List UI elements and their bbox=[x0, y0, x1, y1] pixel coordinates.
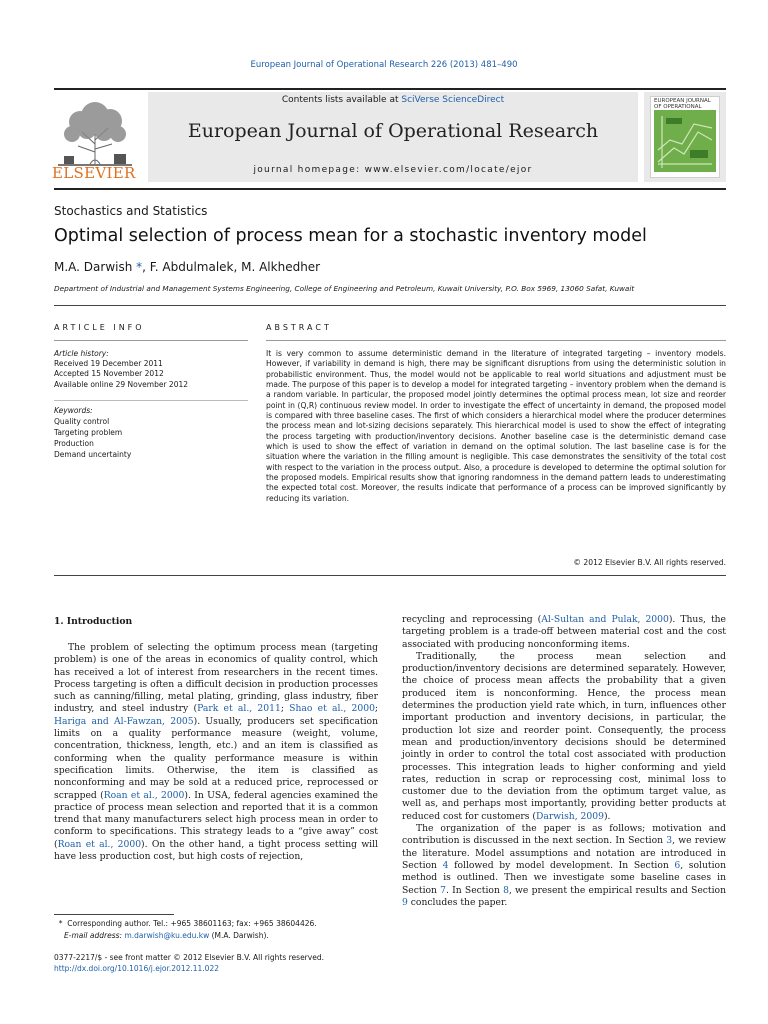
text-run: ; bbox=[374, 703, 379, 715]
abstract-rule bbox=[266, 340, 726, 341]
sciencedirect-link[interactable]: SciVerse ScienceDirect bbox=[401, 95, 505, 105]
section-9-link[interactable]: 9 bbox=[402, 896, 408, 908]
homepage-line bbox=[148, 165, 638, 175]
section-7-link[interactable]: 7 bbox=[440, 884, 447, 896]
text-run: recycling and reprocessing ( bbox=[402, 614, 542, 625]
article-history bbox=[54, 349, 248, 390]
issn-block bbox=[54, 952, 384, 974]
text-run: The problem of selecting the optimum process mean (targeting problem) is one of the areas in economics of quality control, which has received a lot of interest from researchers in the recent times. Process targeting is often a difficult decision in production processes such as canning/filling, metal plating, grinding, glass industry, fiber industry, and steel industry ( bbox=[54, 642, 378, 715]
abstract-bottom-rule bbox=[54, 575, 726, 576]
text-run: The organization of the paper is as follows; motivation and contribution is discussed in the next section. In Section bbox=[402, 823, 726, 847]
contents-prefix: Contents lists available at bbox=[281, 95, 402, 105]
text-run: followed by model development. In Section bbox=[448, 859, 675, 871]
text-run: ). bbox=[603, 810, 611, 822]
history-label: Article history: bbox=[54, 349, 109, 358]
body-column-left bbox=[54, 642, 378, 863]
abstract-text: It is very common to assume deterministic demand in the literature of integrated targeting – inventory models. However, if variability in demand is high, there may be significant disruptions from using the deterministic solution in probabilistic environment. Thus, the model would not be applicable to real world situations and adjustment must be made. The purpose of this paper is to develop a model for integrated targeting – inventory problem when the demand is a random variable. In particular, the proposed model jointly determines the optimal process mean, lot size and reorder point in (Q,R) continuous review model. In order to investigate the effect of uncertainty in demand, the proposed model is compared with three baseline cases. The first of which considers a hierarchical model where the producer determines the process mean and lot-sizing decisions separately. This hierarchical model is used to show the effect of integrating the process targeting with production/inventory decisions. Another baseline case is the deterministic demand case which is used to show the effect of variation in demand on the optimal solution. The last baseline case is for the situation where the variation in the filling amount is negligible. This case demonstrates the sensitivity of the total cost with respect to the variation in the process output. Also, a procedure is developed to determine the optimal solution for the proposed models. Empirical results show that ignoring randomness in the demand pattern leads to underestimating the expected total cost. Moreover, the results indicate that performance of a process can be improved significantly by reducing its variation. bbox=[266, 349, 726, 503]
email-link[interactable]: m.darwish@ku.edu.kw bbox=[124, 930, 210, 940]
contents-line bbox=[148, 95, 638, 105]
header-top-rule bbox=[54, 88, 726, 90]
footnotes bbox=[54, 918, 384, 941]
cover-graphic-icon bbox=[654, 110, 716, 172]
keyword-item: Quality control bbox=[54, 416, 110, 426]
history-online: Available online 29 November 2012 bbox=[54, 379, 189, 389]
section-8-link[interactable]: 8 bbox=[503, 884, 509, 896]
section-4-link[interactable]: 4 bbox=[442, 859, 449, 871]
ref-roan-2000-b[interactable]: Roan et al., 2000 bbox=[57, 838, 142, 850]
text-run: concludes the paper. bbox=[407, 896, 508, 908]
ref-alsultan-2000[interactable]: Al-Sultan and Pulak, 2000 bbox=[541, 614, 669, 625]
co-authors: , F. Abdulmalek, M. Alkhedher bbox=[142, 260, 321, 274]
ref-darwish-2009[interactable]: Darwish, 2009 bbox=[536, 810, 604, 822]
journal-title: European Journal of Operational Research bbox=[187, 120, 599, 142]
text-run: , we present the empirical results and Section bbox=[508, 884, 726, 896]
email-footnote bbox=[54, 930, 384, 942]
history-received: Received 19 December 2011 bbox=[54, 359, 163, 369]
ref-roan-2000[interactable]: Roan et al., 2000 bbox=[103, 789, 185, 801]
abstract-heading: ABSTRACT bbox=[266, 323, 332, 332]
ref-shao-2000[interactable]: Shao et al., 2000 bbox=[289, 703, 375, 715]
footnote-rule bbox=[54, 914, 174, 915]
article-info-rule bbox=[54, 340, 248, 341]
paper-title: Optimal selection of process mean for a stochastic inventory model bbox=[54, 226, 647, 246]
email-suffix: (M.A. Darwish). bbox=[209, 930, 269, 940]
author-darwish: M.A. Darwish bbox=[54, 260, 133, 274]
issn-line: 0377-2217/$ - see front matter © 2012 Elsevier B.V. All rights reserved. bbox=[54, 953, 324, 962]
section-3-link[interactable]: 3 bbox=[666, 835, 673, 847]
text-run: . In Section bbox=[446, 884, 504, 896]
continued-paragraph bbox=[402, 614, 726, 651]
traditional-paragraph bbox=[402, 651, 726, 823]
article-info-heading: ARTICLE INFO bbox=[54, 323, 145, 332]
section-6-link[interactable]: 6 bbox=[674, 859, 681, 871]
keywords bbox=[54, 406, 248, 461]
text-run: , we review the literature. Model assumptions and notation are introduced in Section bbox=[402, 835, 726, 871]
history-accepted: Accepted 15 November 2012 bbox=[54, 369, 164, 379]
body-column-right bbox=[402, 614, 726, 909]
homepage-prefix: journal homepage: bbox=[253, 165, 365, 175]
text-run: ). Usually, producers set specification limits on a quality performance measure (weight, volume, concentration, thickness, length, etc.) and an item is classified as conforming when the quality performance measure is within specification limits. Otherwise, the item is classified as nonconforming and may be sold at a reduced price, reprocessed or scrapped ( bbox=[54, 715, 379, 801]
affiliation: Department of Industrial and Management Systems Engineering, College of Engineering and Petroleum, Kuwait University, P.O. Box 5969, 13060 Safat, Kuwait bbox=[54, 284, 635, 293]
cover-title: EUROPEAN JOURNAL OF OPERATIONAL bbox=[654, 98, 711, 110]
keyword-item: Production bbox=[54, 438, 94, 448]
text-run: , solution method is outlined. Then we investigate some baseline cases in Section bbox=[402, 859, 726, 896]
footnote-text: Corresponding author. Tel.: +965 38601163; fax: +965 38604426. bbox=[67, 919, 317, 928]
title-rule bbox=[54, 305, 726, 306]
introduction-heading: 1. Introduction bbox=[54, 616, 133, 627]
corresponding-footnote: * Corresponding author. Tel.: +965 38601163; fax: +965 38604426. bbox=[54, 919, 317, 928]
text-run: ). In USA, federal agencies examined the practice of process mean selection and reported that it is a common trend that many manufacturers select high process mean in order to conform to specifications. This strategy leads to a “give away” cost ( bbox=[54, 789, 378, 850]
header-bottom-rule bbox=[54, 188, 726, 190]
email-label: E-mail address: bbox=[64, 930, 125, 940]
copyright-notice: © 2012 Elsevier B.V. All rights reserved. bbox=[573, 558, 726, 567]
intro-paragraph bbox=[54, 642, 378, 863]
text-run: ). On the other hand, a tight process setting will have less production cost, but high costs of rejection, bbox=[54, 838, 378, 863]
text-run: ). Thus, the targeting problem is a trade-off between material cost and the cost associated with producing nonconforming items. bbox=[402, 614, 726, 650]
ref-hariga-2005[interactable]: Hariga and Al-Fawzan, 2005 bbox=[54, 715, 194, 727]
keyword-item: Targeting problem bbox=[54, 427, 123, 437]
homepage-url-link[interactable]: www.elsevier.com/locate/ejor bbox=[364, 165, 533, 175]
history-rule bbox=[54, 400, 248, 401]
text-run: Traditionally, the process mean selection and production/inventory decisions are determined separately. However, the choice of process mean affects the probability that a given produced item is nonconforming. Hence, the process mean determines the production yield rate which, in turn, influences other important production and inventory decisions, in particular, the production lot size and reorder point. Consequently, the process mean and production/inventory decisions should be determined jointly in order to control the total cost associated with production processes. This integration leads to higher conforming and yield rates, reduction in scrap or reprocessing cost, minimal loss to customer due to the deviation from the optimum target value, as well as, and perhaps most importantly, providing better products at reduced cost for customers ( bbox=[402, 650, 726, 822]
elsevier-logo-text: ELSEVIER bbox=[52, 164, 136, 182]
section-label: Stochastics and Statistics bbox=[54, 204, 208, 218]
ref-park-2011[interactable]: Park et al., 2011 bbox=[197, 703, 281, 715]
keywords-label: Keywords: bbox=[54, 406, 93, 415]
author-list bbox=[54, 260, 320, 274]
doi-link[interactable]: http://dx.doi.org/10.1016/j.ejor.2012.11.022 bbox=[54, 964, 219, 973]
organization-paragraph bbox=[402, 823, 726, 909]
corresponding-author-mark[interactable]: * bbox=[132, 260, 143, 274]
journal-citation-link[interactable]: European Journal of Operational Research 226 (2013) 481–490 bbox=[250, 60, 518, 70]
text-run: ; bbox=[280, 703, 290, 715]
keyword-item: Demand uncertainty bbox=[54, 449, 132, 459]
